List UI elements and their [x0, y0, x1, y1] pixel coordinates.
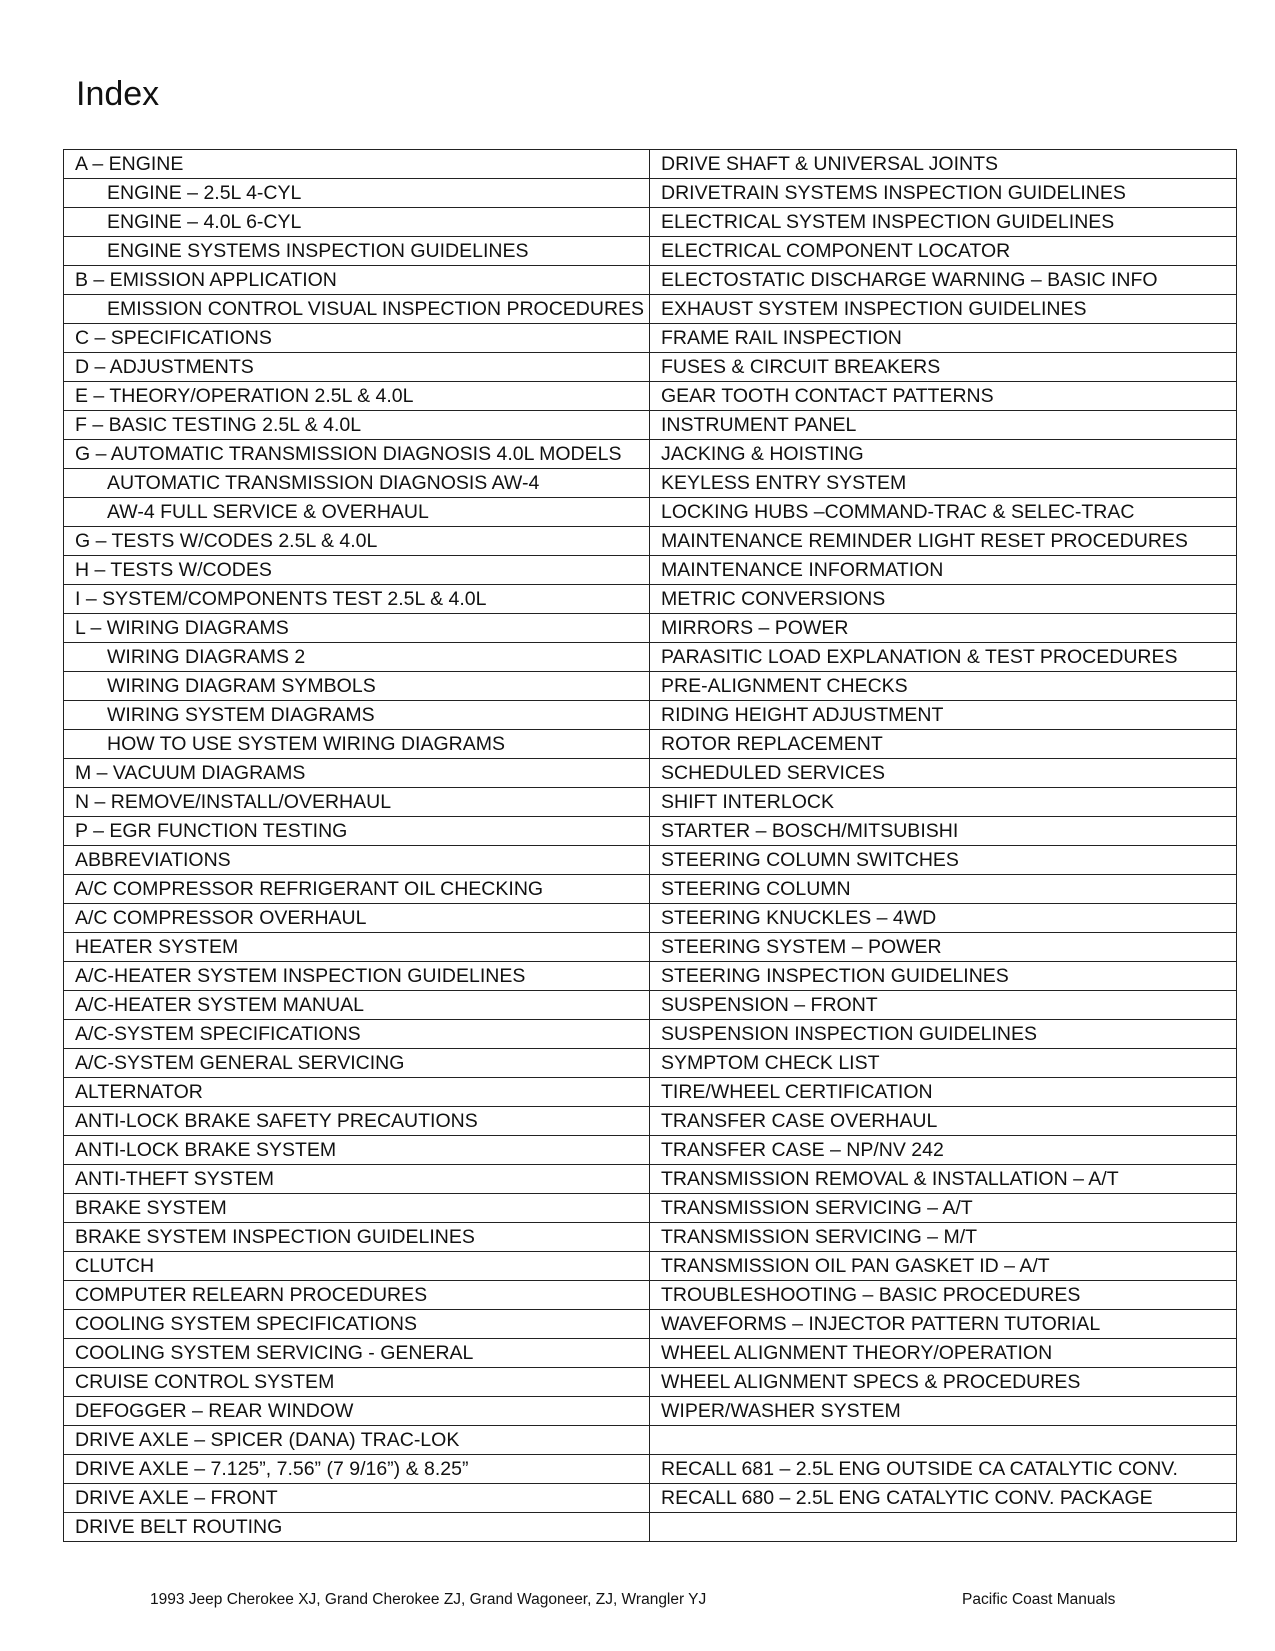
index-entry-right: FRAME RAIL INSPECTION [650, 324, 1237, 353]
index-entry-left: I – SYSTEM/COMPONENTS TEST 2.5L & 4.0L [64, 585, 650, 614]
table-row [64, 846, 1237, 875]
index-entry-right: MAINTENANCE INFORMATION [650, 556, 1237, 585]
index-entry-right: WHEEL ALIGNMENT SPECS & PROCEDURES [650, 1368, 1237, 1397]
table-row [64, 150, 1237, 179]
index-entry-right: INSTRUMENT PANEL [650, 411, 1237, 440]
index-entry-left: ENGINE – 4.0L 6-CYL [64, 208, 650, 237]
index-entry-left: DRIVE AXLE – 7.125”, 7.56” (7 9/16”) & 8.25” [64, 1455, 650, 1484]
table-row [64, 585, 1237, 614]
index-entry-right: WHEEL ALIGNMENT THEORY/OPERATION [650, 1339, 1237, 1368]
index-entry-right: TRANSMISSION SERVICING – A/T [650, 1194, 1237, 1223]
index-entry-right: ELECTRICAL SYSTEM INSPECTION GUIDELINES [650, 208, 1237, 237]
index-entry-left: COMPUTER RELEARN PROCEDURES [64, 1281, 650, 1310]
index-entry-right: TRANSMISSION OIL PAN GASKET ID – A/T [650, 1252, 1237, 1281]
table-row [64, 759, 1237, 788]
index-entry-left: EMISSION CONTROL VISUAL INSPECTION PROCEDURES [64, 295, 650, 324]
index-entry-left: WIRING DIAGRAMS 2 [64, 643, 650, 672]
table-row [64, 1049, 1237, 1078]
index-entry-right: SUSPENSION INSPECTION GUIDELINES [650, 1020, 1237, 1049]
table-row [64, 1107, 1237, 1136]
index-entry-left: DRIVE BELT ROUTING [64, 1513, 650, 1542]
index-entry-right: SCHEDULED SERVICES [650, 759, 1237, 788]
footer-publisher: Pacific Coast Manuals [962, 1591, 1116, 1608]
table-row [64, 672, 1237, 701]
table-row [64, 730, 1237, 759]
table-row [64, 469, 1237, 498]
table-row [64, 1484, 1237, 1513]
table-row [64, 1252, 1237, 1281]
index-entry-right: DRIVETRAIN SYSTEMS INSPECTION GUIDELINES [650, 179, 1237, 208]
table-row [64, 817, 1237, 846]
index-entry-left: ENGINE – 2.5L 4-CYL [64, 179, 650, 208]
index-entry-left: DEFOGGER – REAR WINDOW [64, 1397, 650, 1426]
index-entry-right [650, 1426, 1237, 1455]
table-row [64, 353, 1237, 382]
index-entry-left: WIRING DIAGRAM SYMBOLS [64, 672, 650, 701]
index-entry-right: MIRRORS – POWER [650, 614, 1237, 643]
index-entry-left: AUTOMATIC TRANSMISSION DIAGNOSIS AW-4 [64, 469, 650, 498]
index-entry-right: TRANSFER CASE – NP/NV 242 [650, 1136, 1237, 1165]
index-table [63, 149, 1237, 1542]
index-entry-left: ABBREVIATIONS [64, 846, 650, 875]
table-row [64, 1513, 1237, 1542]
table-row [64, 208, 1237, 237]
index-entry-left: A/C COMPRESSOR OVERHAUL [64, 904, 650, 933]
index-entry-left: HOW TO USE SYSTEM WIRING DIAGRAMS [64, 730, 650, 759]
index-entry-right: STEERING COLUMN SWITCHES [650, 846, 1237, 875]
index-entry-left: C – SPECIFICATIONS [64, 324, 650, 353]
index-entry-right: SYMPTOM CHECK LIST [650, 1049, 1237, 1078]
table-row [64, 1397, 1237, 1426]
table-row [64, 933, 1237, 962]
table-row [64, 1020, 1237, 1049]
index-entry-left: P – EGR FUNCTION TESTING [64, 817, 650, 846]
index-entry-right: RECALL 681 – 2.5L ENG OUTSIDE CA CATALYTIC CONV. [650, 1455, 1237, 1484]
index-entry-left: L – WIRING DIAGRAMS [64, 614, 650, 643]
table-row [64, 1078, 1237, 1107]
table-row [64, 1455, 1237, 1484]
table-row [64, 1426, 1237, 1455]
index-entry-right: STEERING COLUMN [650, 875, 1237, 904]
index-entry-right: KEYLESS ENTRY SYSTEM [650, 469, 1237, 498]
index-entry-right [650, 1513, 1237, 1542]
index-entry-left: A – ENGINE [64, 150, 650, 179]
index-entry-right: LOCKING HUBS –COMMAND-TRAC & SELEC-TRAC [650, 498, 1237, 527]
index-entry-right: PARASITIC LOAD EXPLANATION & TEST PROCEDURES [650, 643, 1237, 672]
index-entry-left: E – THEORY/OPERATION 2.5L & 4.0L [64, 382, 650, 411]
index-entry-left: BRAKE SYSTEM [64, 1194, 650, 1223]
index-entry-left: A/C-SYSTEM GENERAL SERVICING [64, 1049, 650, 1078]
index-entry-left: G – AUTOMATIC TRANSMISSION DIAGNOSIS 4.0L MODELS [64, 440, 650, 469]
index-entry-right: TRANSMISSION SERVICING – M/T [650, 1223, 1237, 1252]
index-entry-right: ELECTOSTATIC DISCHARGE WARNING – BASIC INFO [650, 266, 1237, 295]
index-entry-left: F – BASIC TESTING 2.5L & 4.0L [64, 411, 650, 440]
table-row [64, 962, 1237, 991]
index-entry-left: ANTI-LOCK BRAKE SYSTEM [64, 1136, 650, 1165]
index-entry-left: N – REMOVE/INSTALL/OVERHAUL [64, 788, 650, 817]
table-row [64, 904, 1237, 933]
index-entry-left: AW-4 FULL SERVICE & OVERHAUL [64, 498, 650, 527]
index-entry-right: TRANSFER CASE OVERHAUL [650, 1107, 1237, 1136]
table-row [64, 788, 1237, 817]
table-row [64, 179, 1237, 208]
index-entry-left: D – ADJUSTMENTS [64, 353, 650, 382]
index-entry-right: SUSPENSION – FRONT [650, 991, 1237, 1020]
table-row [64, 643, 1237, 672]
page-title: Index [76, 75, 160, 113]
table-row [64, 1165, 1237, 1194]
index-entry-right: STEERING KNUCKLES – 4WD [650, 904, 1237, 933]
index-entry-left: ALTERNATOR [64, 1078, 650, 1107]
index-entry-left: ENGINE SYSTEMS INSPECTION GUIDELINES [64, 237, 650, 266]
index-entry-right: STEERING SYSTEM – POWER [650, 933, 1237, 962]
table-row [64, 498, 1237, 527]
index-entry-right: MAINTENANCE REMINDER LIGHT RESET PROCEDURES [650, 527, 1237, 556]
index-entry-right: RIDING HEIGHT ADJUSTMENT [650, 701, 1237, 730]
table-row [64, 440, 1237, 469]
table-row [64, 237, 1237, 266]
table-row [64, 1339, 1237, 1368]
table-row [64, 1310, 1237, 1339]
index-entry-right: ELECTRICAL COMPONENT LOCATOR [650, 237, 1237, 266]
index-entry-left: CLUTCH [64, 1252, 650, 1281]
table-row [64, 1281, 1237, 1310]
index-entry-left: ANTI-LOCK BRAKE SAFETY PRECAUTIONS [64, 1107, 650, 1136]
index-entry-left: DRIVE AXLE – FRONT [64, 1484, 650, 1513]
table-row [64, 324, 1237, 353]
index-entry-left: M – VACUUM DIAGRAMS [64, 759, 650, 788]
index-entry-right: WIPER/WASHER SYSTEM [650, 1397, 1237, 1426]
index-table-body [64, 150, 1237, 1542]
index-entry-left: BRAKE SYSTEM INSPECTION GUIDELINES [64, 1223, 650, 1252]
index-entry-left: H – TESTS W/CODES [64, 556, 650, 585]
index-entry-left: ANTI-THEFT SYSTEM [64, 1165, 650, 1194]
index-entry-right: METRIC CONVERSIONS [650, 585, 1237, 614]
index-entry-left: A/C-HEATER SYSTEM MANUAL [64, 991, 650, 1020]
index-entry-left: DRIVE AXLE – SPICER (DANA) TRAC-LOK [64, 1426, 650, 1455]
index-entry-left: A/C-HEATER SYSTEM INSPECTION GUIDELINES [64, 962, 650, 991]
index-entry-left: B – EMISSION APPLICATION [64, 266, 650, 295]
table-row [64, 1136, 1237, 1165]
index-entry-left: WIRING SYSTEM DIAGRAMS [64, 701, 650, 730]
index-entry-right: EXHAUST SYSTEM INSPECTION GUIDELINES [650, 295, 1237, 324]
index-entry-right: TRANSMISSION REMOVAL & INSTALLATION – A/T [650, 1165, 1237, 1194]
index-entry-left: A/C-SYSTEM SPECIFICATIONS [64, 1020, 650, 1049]
table-row [64, 875, 1237, 904]
index-entry-left: COOLING SYSTEM SPECIFICATIONS [64, 1310, 650, 1339]
table-row [64, 556, 1237, 585]
index-entry-right: STEERING INSPECTION GUIDELINES [650, 962, 1237, 991]
index-entry-right: STARTER – BOSCH/MITSUBISHI [650, 817, 1237, 846]
table-row [64, 991, 1237, 1020]
index-entry-right: RECALL 680 – 2.5L ENG CATALYTIC CONV. PACKAGE [650, 1484, 1237, 1513]
index-entry-right: TIRE/WHEEL CERTIFICATION [650, 1078, 1237, 1107]
index-entry-right: GEAR TOOTH CONTACT PATTERNS [650, 382, 1237, 411]
table-row [64, 295, 1237, 324]
index-entry-right: ROTOR REPLACEMENT [650, 730, 1237, 759]
index-entry-right: TROUBLESHOOTING – BASIC PROCEDURES [650, 1281, 1237, 1310]
index-entry-right: WAVEFORMS – INJECTOR PATTERN TUTORIAL [650, 1310, 1237, 1339]
table-row [64, 1194, 1237, 1223]
index-entry-right: PRE-ALIGNMENT CHECKS [650, 672, 1237, 701]
table-row [64, 382, 1237, 411]
table-row [64, 614, 1237, 643]
index-entry-left: CRUISE CONTROL SYSTEM [64, 1368, 650, 1397]
index-entry-right: FUSES & CIRCUIT BREAKERS [650, 353, 1237, 382]
table-row [64, 1368, 1237, 1397]
footer-vehicle-models: 1993 Jeep Cherokee XJ, Grand Cherokee ZJ, Grand Wagoneer, ZJ, Wrangler YJ [150, 1591, 707, 1608]
index-entry-right: DRIVE SHAFT & UNIVERSAL JOINTS [650, 150, 1237, 179]
index-entry-left: A/C COMPRESSOR REFRIGERANT OIL CHECKING [64, 875, 650, 904]
index-entry-left: COOLING SYSTEM SERVICING - GENERAL [64, 1339, 650, 1368]
table-row [64, 411, 1237, 440]
index-entry-right: JACKING & HOISTING [650, 440, 1237, 469]
index-entry-left: G – TESTS W/CODES 2.5L & 4.0L [64, 527, 650, 556]
index-entry-left: HEATER SYSTEM [64, 933, 650, 962]
table-row [64, 1223, 1237, 1252]
index-entry-right: SHIFT INTERLOCK [650, 788, 1237, 817]
table-row [64, 701, 1237, 730]
table-row [64, 266, 1237, 295]
table-row [64, 527, 1237, 556]
